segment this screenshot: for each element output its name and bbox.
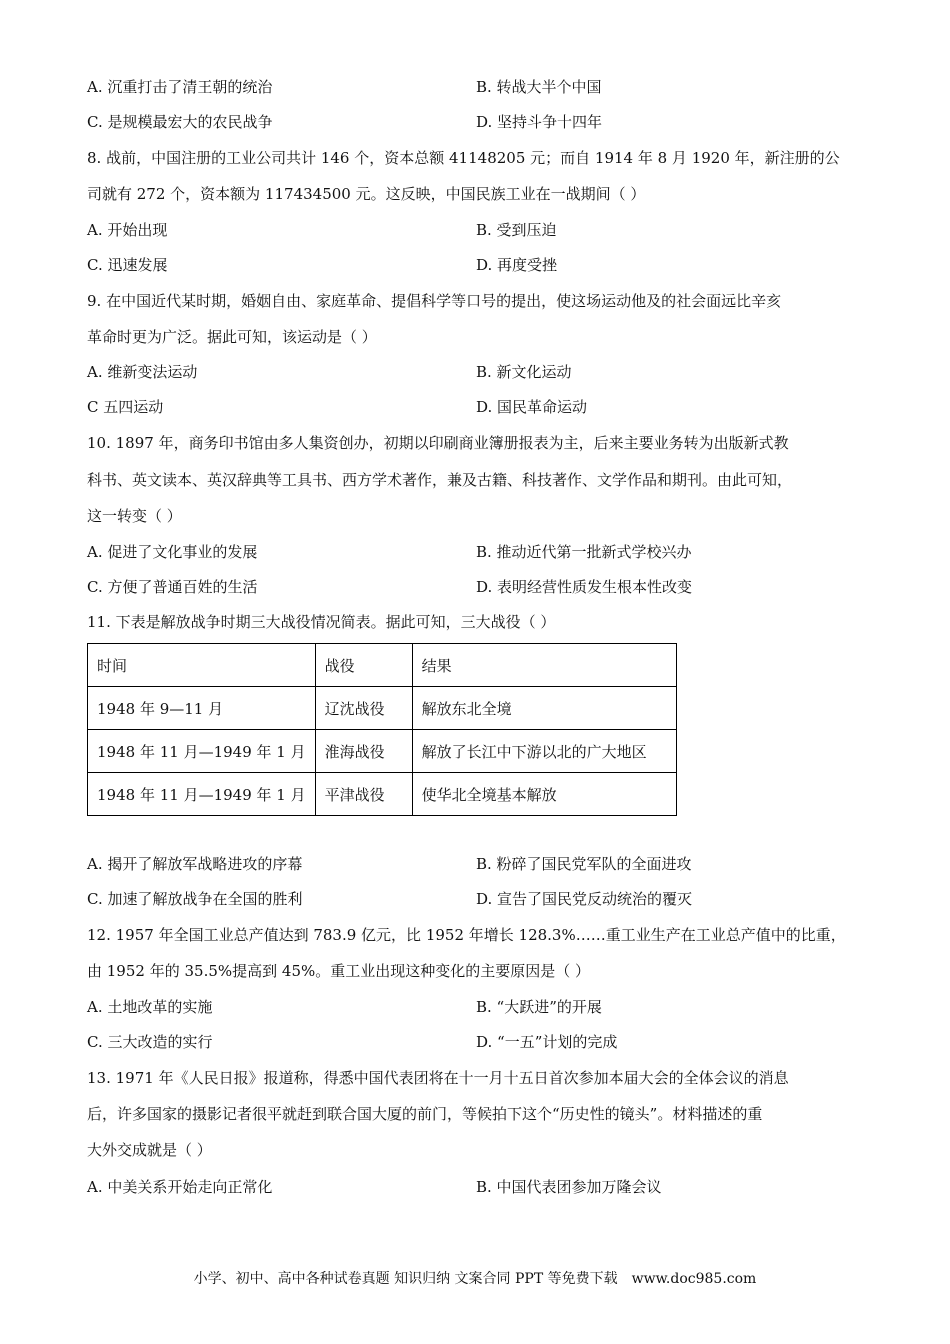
q10-stem-line2: 科书、英文读本、英汉辞典等工具书、西方学术著作，兼及古籍、科技著作、文学作品和期刊。由此可知， xyxy=(87,471,793,489)
cell-battle: 平津战役 xyxy=(315,773,412,816)
q12-option-a: A. 土地改革的实施 xyxy=(87,998,213,1016)
battles-table xyxy=(87,643,677,816)
q10-option-a: A. 促进了文化事业的发展 xyxy=(87,543,258,561)
q8-option-b: B. 受到压迫 xyxy=(476,221,557,239)
q11-option-b: B. 粉碎了国民党军队的全面进攻 xyxy=(476,855,692,873)
header-battle: 战役 xyxy=(315,644,412,687)
cell-time: 1948 年 9—11 月 xyxy=(88,687,316,730)
q12-stem-line1: 12. 1957 年全国工业总产值达到 783.9 亿元，比 1952 年增长 128.3%……重工业生产在工业总产值中的比重， xyxy=(87,926,846,944)
cell-result: 解放了长江中下游以北的广大地区 xyxy=(412,730,676,773)
q13-stem-line1: 13. 1971 年《人民日报》报道称，得悉中国代表团将在十一月十五日首次参加本届大会的全体会议的消息 xyxy=(87,1069,789,1087)
q13-stem-line2: 后，许多国家的摄影记者很平就赶到联合国大厦的前门，等候拍下这个“历史性的镜头”。材料描述的重 xyxy=(87,1105,763,1123)
footer-text: 小学、初中、高中各种试卷真题 知识归纳 文案合同 PPT 等免费下载 xyxy=(193,1271,618,1287)
q13-option-a: A. 中美关系开始走向正常化 xyxy=(87,1178,273,1196)
cell-result: 解放东北全境 xyxy=(412,687,676,730)
q7-option-c: C. 是规模最宏大的农民战争 xyxy=(87,113,273,131)
q10-stem-line3: 这一转变（ ） xyxy=(87,507,182,525)
cell-time: 1948 年 11 月—1949 年 1 月 xyxy=(88,773,316,816)
q12-stem-line2: 由 1952 年的 35.5%提高到 45%。重工业出现这种变化的主要原因是（ ） xyxy=(87,962,591,980)
table-header-row xyxy=(88,644,677,687)
page-footer xyxy=(0,1268,950,1288)
q10-option-d: D. 表明经营性质发生根本性改变 xyxy=(476,578,693,596)
q9-stem-line2: 革命时更为广泛。据此可知，该运动是（ ） xyxy=(87,328,377,346)
q10-option-b: B. 推动近代第一批新式学校兴办 xyxy=(476,543,692,561)
q9-option-c: C 五四运动 xyxy=(87,398,164,416)
cell-battle: 淮海战役 xyxy=(315,730,412,773)
q13-option-b: B. 中国代表团参加万隆会议 xyxy=(476,1178,662,1196)
q11-option-d: D. 宣告了国民党反动统治的覆灭 xyxy=(476,890,693,908)
table-row xyxy=(88,773,677,816)
q12-option-c: C. 三大改造的实行 xyxy=(87,1033,213,1051)
header-result: 结果 xyxy=(412,644,676,687)
q12-option-b: B. “大跃进”的开展 xyxy=(476,998,602,1016)
q8-option-c: C. 迅速发展 xyxy=(87,256,168,274)
q8-option-d: D. 再度受挫 xyxy=(476,256,558,274)
q7-option-b: B. 转战大半个中国 xyxy=(476,78,602,96)
header-time: 时间 xyxy=(88,644,316,687)
q8-stem-line2: 司就有 272 个，资本额为 117434500 元。这反映，中国民族工业在一战期间（ ） xyxy=(87,185,646,203)
q8-option-a: A. 开始出现 xyxy=(87,221,168,239)
cell-time: 1948 年 11 月—1949 年 1 月 xyxy=(88,730,316,773)
cell-battle: 辽沈战役 xyxy=(315,687,412,730)
table-row xyxy=(88,730,677,773)
cell-result: 使华北全境基本解放 xyxy=(412,773,676,816)
q11-option-c: C. 加速了解放战争在全国的胜利 xyxy=(87,890,303,908)
q11-option-a: A. 揭开了解放军战略进攻的序幕 xyxy=(87,855,303,873)
table-row xyxy=(88,687,677,730)
footer-link[interactable]: www.doc985.com xyxy=(631,1271,757,1287)
q10-option-c: C. 方便了普通百姓的生活 xyxy=(87,578,258,596)
q13-stem-line3: 大外交成就是（ ） xyxy=(87,1141,212,1159)
q9-option-d: D. 国民革命运动 xyxy=(476,398,588,416)
q9-option-a: A. 维新变法运动 xyxy=(87,363,198,381)
q12-option-d: D. “一五”计划的完成 xyxy=(476,1033,618,1051)
q7-option-a: A. 沉重打击了清王朝的统治 xyxy=(87,78,273,96)
q10-stem-line1: 10. 1897 年，商务印书馆由多人集资创办，初期以印刷商业簿册报表为主，后来主要业务转为出版新式教 xyxy=(87,434,789,452)
q8-stem-line1: 8. 战前，中国注册的工业公司共计 146 个，资本总额 41148205 元；而自 1914 年 8 月 1920 年，新注册的公 xyxy=(87,149,840,167)
q9-option-b: B. 新文化运动 xyxy=(476,363,572,381)
q7-option-d: D. 坚持斗争十四年 xyxy=(476,113,603,131)
q11-stem: 11. 下表是解放战争时期三大战役情况简表。据此可知，三大战役（ ） xyxy=(87,613,556,631)
q9-stem-line1: 9. 在中国近代某时期，婚姻自由、家庭革命、提倡科学等口号的提出，使这场运动他及的社会面远比辛亥 xyxy=(87,292,782,310)
